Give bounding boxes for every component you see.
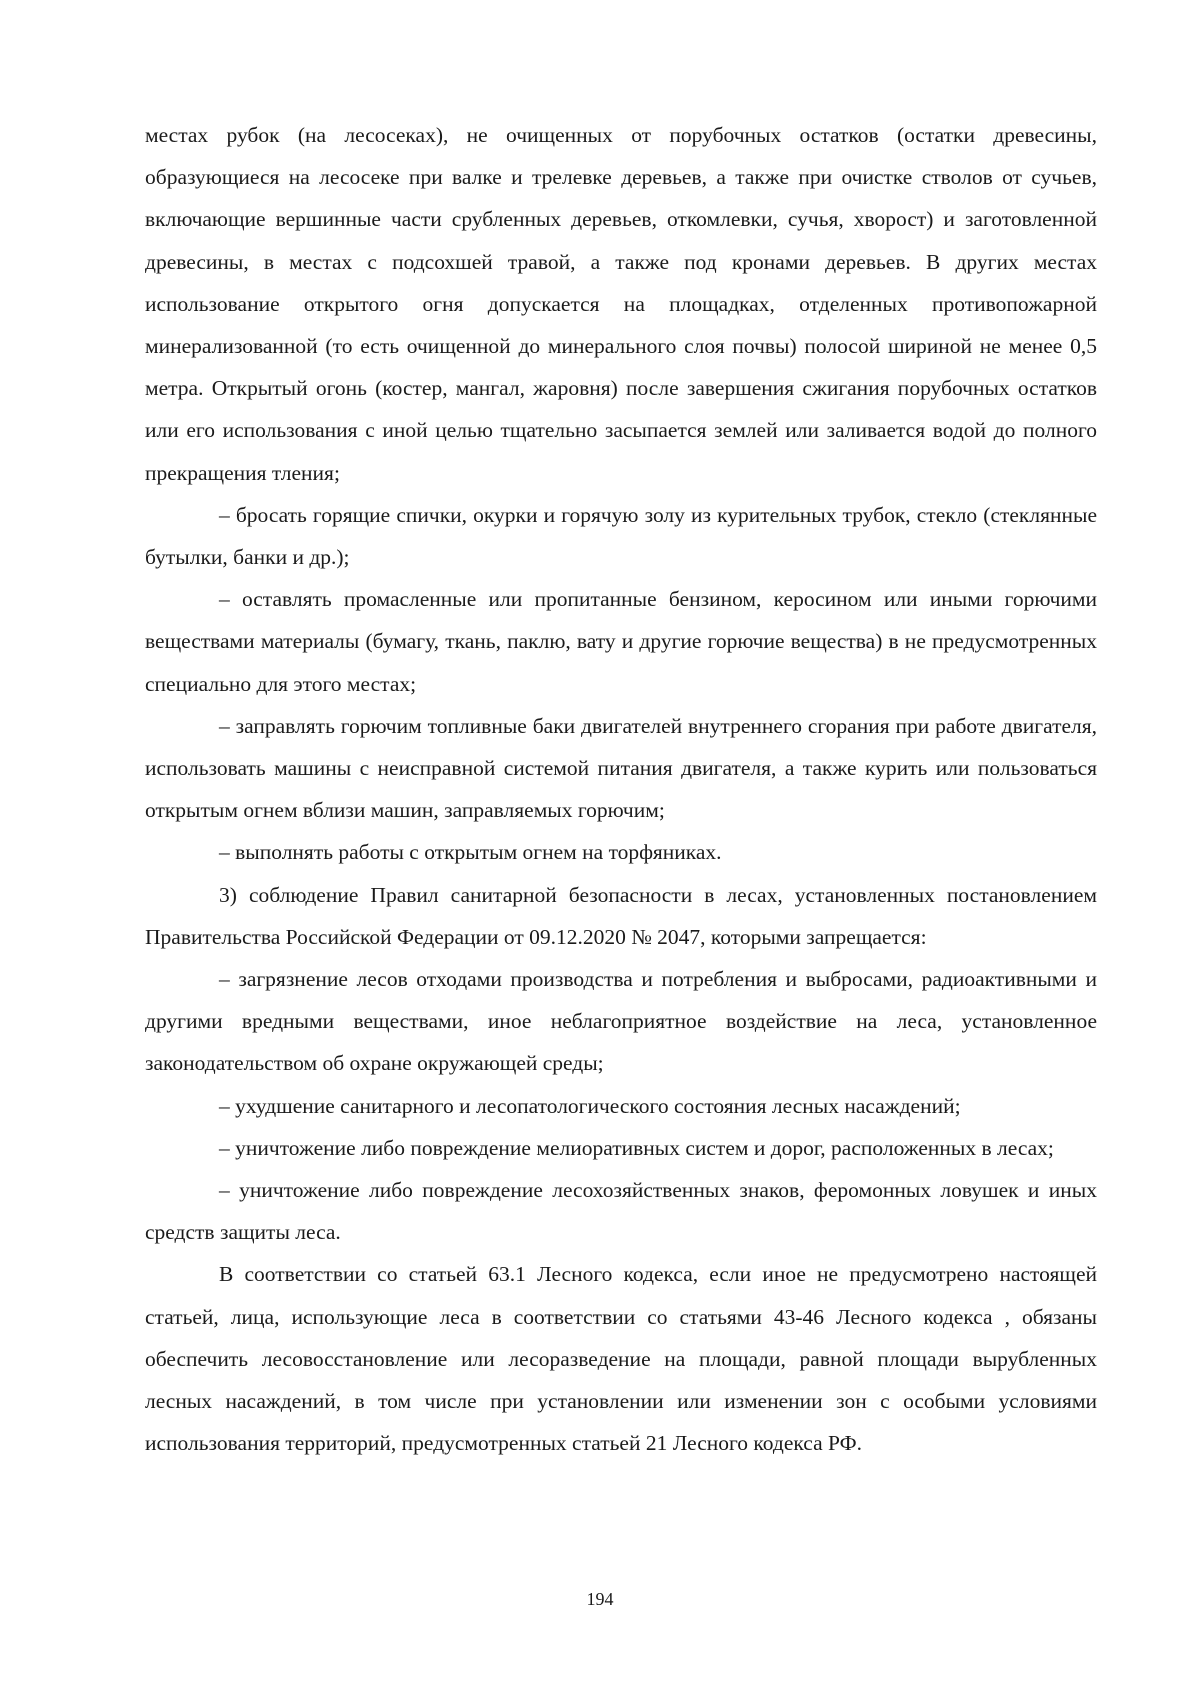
paragraph-list-item: – уничтожение либо повреждение лесохозяйственных знаков, феромонных ловушек и иных средств защиты леса. xyxy=(145,1178,1097,1245)
paragraph-numbered-item: 3) соблюдение Правил санитарной безопасности в лесах, установленных постановлением Правительства Российской Федерации от 09.12.2020 № 2047, которыми запрещается: xyxy=(145,882,1097,949)
paragraph-list-item: – ухудшение санитарного и лесопатологического состояния лесных насаждений; xyxy=(219,1093,961,1118)
paragraph-list-item: – оставлять промасленные или пропитанные бензином, керосином или иными горючими веществами материалы (бумагу, ткань, паклю, вату и другие горючие вещества) в не предусмотренных специально для этого местах; xyxy=(145,587,1097,696)
paragraph-list-item: – заправлять горючим топливные баки двигателей внутреннего сгорания при работе двигателя, использовать машины с неисправной системой питания двигателя, а также курить или пользоваться открытым огнем вблизи машин, заправляемых горючим; xyxy=(145,713,1097,823)
paragraph-list-item: – уничтожение либо повреждение мелиоративных систем и дорог, расположенных в лесах; xyxy=(219,1135,1054,1160)
paragraph-continuation: местах рубок (на лесосеках), не очищенных от порубочных остатков (остатки древесины, образующиеся на лесосеке при валке и трелевке деревьев, а также при очистке стволов от сучьев, включающие вершинные части срубленных деревьев, откомлевки, сучья, хворост) и заготовленной древесины, в местах с подсохшей травой, а также под кронами деревьев. В других местах использование открытого огня допускается на площадках, отделенных противопожарной минерализованной (то есть очищенной до минерального слоя почвы) полосой шириной не менее 0,5 метра. Открытый огонь (костер, мангал, жаровня) после завершения сжигания порубочных остатков или его использования с иной целью тщательно засыпается землей или заливается водой до полного прекращения тления; xyxy=(145,123,1097,485)
paragraph-list-item: – бросать горящие спички, окурки и горячую золу из курительных трубок, стекло (стеклянные бутылки, банки и др.); xyxy=(145,502,1097,570)
page-number: 194 xyxy=(586,1589,614,1609)
paragraph-body: В соответствии со статьей 63.1 Лесного кодекса, если иное не предусмотрено настоящей статьей, лица, использующие леса в соответствии со статьями 43-46 Лесного кодекса , обязаны обеспечить лесовосстановление или лесоразведение на площади, равной площади вырубленных лесных насаждений, в том числе при установлении или изменении зон с особыми условиями использования территорий, предусмотренных статьей 21 Лесного кодекса РФ. xyxy=(145,1262,1097,1456)
body-text xyxy=(145,114,1097,1465)
paragraph-list-item: – загрязнение лесов отходами производства и потребления и выбросами, радиоактивными и другими вредными веществами, иное неблагоприятное воздействие на леса, установленное законодательством об охране окружающей среды; xyxy=(145,967,1097,1076)
paragraph-list-item: – выполнять работы с открытым огнем на торфяниках. xyxy=(219,840,722,865)
